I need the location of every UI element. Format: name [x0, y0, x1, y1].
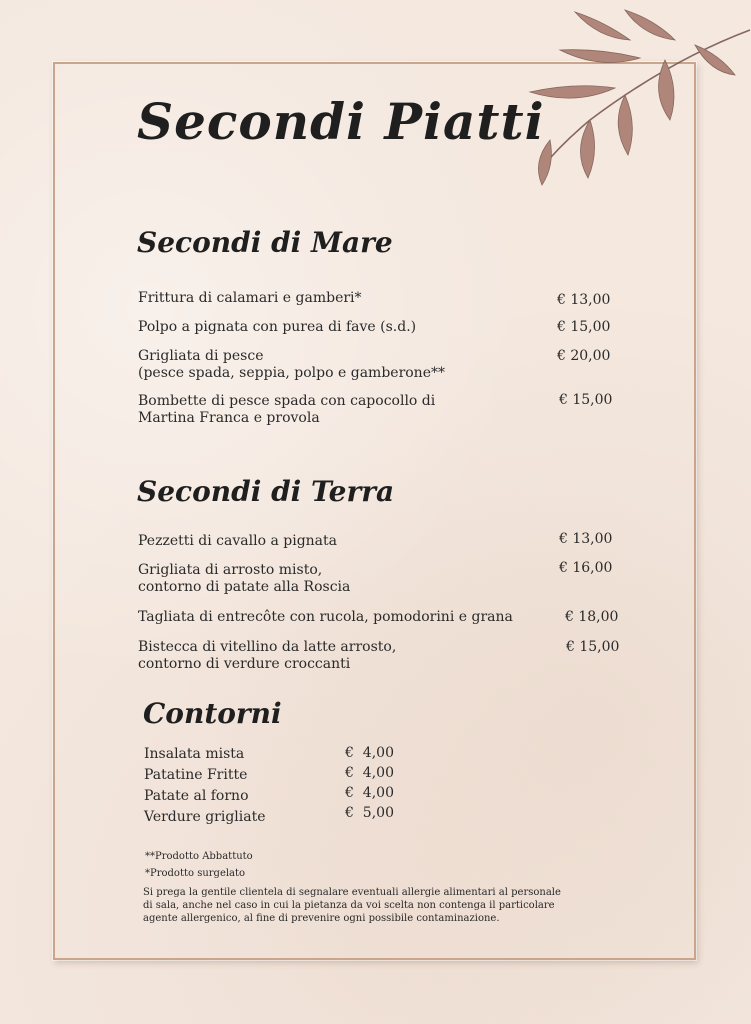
- menu-item: Insalata mista: [144, 746, 245, 762]
- menu-item-price: € 15,00: [559, 392, 613, 408]
- menu-item: Patate al forno: [144, 788, 249, 804]
- menu-item-price: € 13,00: [557, 292, 611, 308]
- menu-item-price: € 4,00: [345, 785, 394, 801]
- page-title: Secondi Piatti: [137, 92, 545, 151]
- menu-item-price: € 16,00: [559, 560, 613, 576]
- allergen-notice-line: Si prega la gentile clientela di segnalare eventuali allergie alimentari al personale: [143, 887, 561, 898]
- section-heading-mare: Secondi di Mare: [137, 226, 393, 259]
- menu-item: Patatine Fritte: [144, 767, 248, 783]
- section-heading-contorni: Contorni: [143, 697, 282, 730]
- note-abbattuto: **Prodotto Abbattuto: [145, 851, 253, 862]
- menu-item-price: € 20,00: [557, 348, 611, 364]
- menu-item-price: € 4,00: [345, 765, 394, 781]
- menu-item: Frittura di calamari e gamberi*: [138, 290, 362, 306]
- menu-item-price: € 5,00: [345, 805, 394, 821]
- menu-item-price: € 13,00: [559, 531, 613, 547]
- menu-item: Polpo a pignata con purea di fave (s.d.): [138, 319, 417, 335]
- menu-item: Grigliata di pesce (pesce spada, seppia, polpo e gamberone**: [138, 348, 445, 381]
- section-heading-terra: Secondi di Terra: [137, 475, 395, 508]
- menu-item-price: € 4,00: [345, 745, 394, 761]
- menu-item: Grigliata di arrosto misto, contorno di patate alla Roscia: [138, 562, 351, 595]
- menu-item-price: € 15,00: [557, 319, 611, 335]
- menu-item-price: € 15,00: [566, 639, 620, 655]
- menu-item: Pezzetti di cavallo a pignata: [138, 533, 337, 549]
- menu-item: Bombette di pesce spada con capocollo di Martina Franca e provola: [138, 393, 436, 426]
- menu-item: Bistecca di vitellino da latte arrosto, contorno di verdure croccanti: [138, 639, 397, 672]
- leaf-branch-decoration: [520, 0, 751, 190]
- allergen-notice-line: agente allergenico, al fine di prevenire ogni possibile contaminazione.: [143, 913, 500, 924]
- menu-item: Tagliata di entrecôte con rucola, pomodorini e grana: [138, 609, 513, 625]
- allergen-notice-line: di sala, anche nel caso in cui la pietanza da voi scelta non contenga il particolare: [143, 900, 555, 911]
- note-surgelato: *Prodotto surgelato: [145, 868, 246, 879]
- menu-item: Verdure grigliate: [144, 809, 266, 825]
- menu-item-price: € 18,00: [565, 609, 619, 625]
